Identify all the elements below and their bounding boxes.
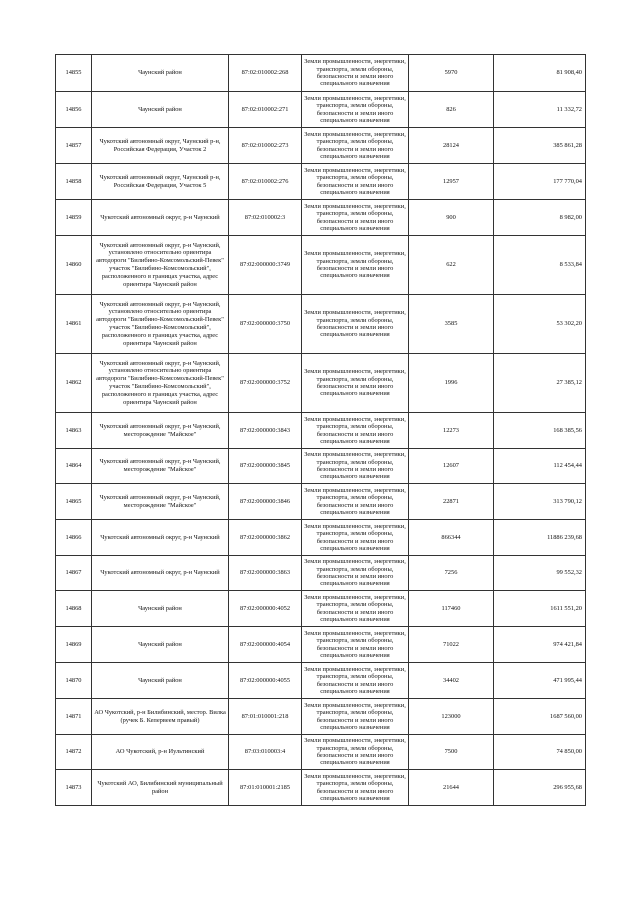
row-number: 14856 bbox=[56, 92, 92, 128]
location-cell: Чаунский район bbox=[92, 663, 229, 699]
cadastral-number-cell: 87:02:000000:3863 bbox=[229, 556, 302, 591]
land-category-cell: Земли промышленности, энергетики, транспорта, земли обороны, безопасности и земли иного специального назначения bbox=[302, 449, 409, 484]
row-number: 14869 bbox=[56, 627, 92, 663]
location-cell: Чукотский автономный округ, р-н Чаунский bbox=[92, 520, 229, 556]
area-cell: 7500 bbox=[409, 735, 494, 770]
area-cell: 71022 bbox=[409, 627, 494, 663]
area-cell: 12607 bbox=[409, 449, 494, 484]
row-number: 14873 bbox=[56, 770, 92, 806]
land-category-cell: Земли промышленности, энергетики, транспорта, земли обороны, безопасности и земли иного специального назначения bbox=[302, 92, 409, 128]
location-cell: Чукотский автономный округ, р-н Чаунский, установлено относительно ориентира автодороги "Билибино-Комсомольский-Певек" участок "Билибино-Комсомольский", расположенного в границах участка, адрес ориентира Чаунский район bbox=[92, 354, 229, 413]
location-cell: Чаунский район bbox=[92, 92, 229, 128]
table-row bbox=[56, 128, 586, 164]
row-number: 14858 bbox=[56, 164, 92, 200]
row-number: 14872 bbox=[56, 735, 92, 770]
area-cell: 34402 bbox=[409, 663, 494, 699]
land-category-cell: Земли промышленности, энергетики, транспорта, земли обороны, безопасности и земли иного специального назначения bbox=[302, 295, 409, 354]
cadastral-number-cell: 87:02:000000:4055 bbox=[229, 663, 302, 699]
land-category-cell: Земли промышленности, энергетики, транспорта, земли обороны, безопасности и земли иного специального назначения bbox=[302, 354, 409, 413]
land-category-cell: Земли промышленности, энергетики, транспорта, земли обороны, безопасности и земли иного специального назначения bbox=[302, 55, 409, 92]
cadastral-number-cell: 87:02:010002:276 bbox=[229, 164, 302, 200]
table-row bbox=[56, 200, 586, 236]
cadastral-value-cell: 1611 551,20 bbox=[494, 591, 586, 627]
cadastral-number-cell: 87:02:000000:4054 bbox=[229, 627, 302, 663]
area-cell: 3585 bbox=[409, 295, 494, 354]
area-cell: 866344 bbox=[409, 520, 494, 556]
cadastral-number-cell: 87:02:010002:273 bbox=[229, 128, 302, 164]
row-number: 14859 bbox=[56, 200, 92, 236]
row-number: 14868 bbox=[56, 591, 92, 627]
location-cell: Чукотский автономный округ, р-н Чаунский bbox=[92, 556, 229, 591]
table-row bbox=[56, 236, 586, 295]
row-number: 14857 bbox=[56, 128, 92, 164]
location-cell: Чаунский район bbox=[92, 591, 229, 627]
row-number: 14871 bbox=[56, 699, 92, 735]
cadastral-number-cell: 87:02:000000:3845 bbox=[229, 449, 302, 484]
cadastral-value-table bbox=[55, 54, 586, 806]
area-cell: 123000 bbox=[409, 699, 494, 735]
row-number: 14863 bbox=[56, 413, 92, 449]
cadastral-number-cell: 87:01:010001:218 bbox=[229, 699, 302, 735]
row-number: 14862 bbox=[56, 354, 92, 413]
land-category-cell: Земли промышленности, энергетики, транспорта, земли обороны, безопасности и земли иного специального назначения bbox=[302, 413, 409, 449]
cadastral-number-cell: 87:02:000000:3862 bbox=[229, 520, 302, 556]
area-cell: 1996 bbox=[409, 354, 494, 413]
location-cell: АО Чукотский, р-н Иультинский bbox=[92, 735, 229, 770]
row-number: 14855 bbox=[56, 55, 92, 92]
table-row bbox=[56, 449, 586, 484]
area-cell: 900 bbox=[409, 200, 494, 236]
cadastral-value-cell: 53 302,20 bbox=[494, 295, 586, 354]
table-body bbox=[56, 55, 586, 806]
area-cell: 117460 bbox=[409, 591, 494, 627]
location-cell: АО Чукотский, р-н Билибинский, местор. Вилка (ручек Б. Кепервеем правый) bbox=[92, 699, 229, 735]
cadastral-value-cell: 81 908,40 bbox=[494, 55, 586, 92]
cadastral-number-cell: 87:02:000000:4052 bbox=[229, 591, 302, 627]
cadastral-number-cell: 87:02:010002:3 bbox=[229, 200, 302, 236]
location-cell: Чукотский автономный округ, р-н Чаунский, месторождение "Майское" bbox=[92, 413, 229, 449]
table-row bbox=[56, 92, 586, 128]
cadastral-value-cell: 471 995,44 bbox=[494, 663, 586, 699]
row-number: 14861 bbox=[56, 295, 92, 354]
land-category-cell: Земли промышленности, энергетики, транспорта, земли обороны, безопасности и земли иного специального назначения bbox=[302, 236, 409, 295]
location-cell: Чукотский автономный округ, Чаунский р-н, Российская Федерация, Участок 2 bbox=[92, 128, 229, 164]
cadastral-number-cell: 87:02:010002:268 bbox=[229, 55, 302, 92]
table-row bbox=[56, 413, 586, 449]
location-cell: Чукотский автономный округ, р-н Чаунский bbox=[92, 200, 229, 236]
cadastral-value-cell: 1687 560,00 bbox=[494, 699, 586, 735]
cadastral-value-cell: 313 790,12 bbox=[494, 484, 586, 520]
area-cell: 22871 bbox=[409, 484, 494, 520]
cadastral-value-cell: 112 454,44 bbox=[494, 449, 586, 484]
location-cell: Чаунский район bbox=[92, 627, 229, 663]
land-category-cell: Земли промышленности, энергетики, транспорта, земли обороны, безопасности и земли иного специального назначения bbox=[302, 699, 409, 735]
area-cell: 12957 bbox=[409, 164, 494, 200]
location-cell: Чукотский автономный округ, р-н Чаунский, месторождение "Майское" bbox=[92, 449, 229, 484]
area-cell: 12273 bbox=[409, 413, 494, 449]
cadastral-value-cell: 99 552,32 bbox=[494, 556, 586, 591]
cadastral-value-cell: 168 385,56 bbox=[494, 413, 586, 449]
location-cell: Чукотский автономный округ, р-н Чаунский, установлено относительно ориентира автодороги "Билибино-Комсомольский-Певек" участок "Билибино-Комсомольский", расположенного в границах участка, адрес ориентира Чаунский район bbox=[92, 236, 229, 295]
cadastral-value-cell: 385 861,28 bbox=[494, 128, 586, 164]
row-number: 14860 bbox=[56, 236, 92, 295]
cadastral-value-cell: 74 850,00 bbox=[494, 735, 586, 770]
land-category-cell: Земли промышленности, энергетики, транспорта, земли обороны, безопасности и земли иного специального назначения bbox=[302, 770, 409, 806]
cadastral-value-cell: 11886 239,68 bbox=[494, 520, 586, 556]
area-cell: 28124 bbox=[409, 128, 494, 164]
row-number: 14870 bbox=[56, 663, 92, 699]
location-cell: Чукотский автономный округ, р-н Чаунский, месторождение "Майское" bbox=[92, 484, 229, 520]
land-category-cell: Земли промышленности, энергетики, транспорта, земли обороны, безопасности и земли иного специального назначения bbox=[302, 556, 409, 591]
table-row bbox=[56, 627, 586, 663]
location-cell: Чаунский район bbox=[92, 55, 229, 92]
land-category-cell: Земли промышленности, энергетики, транспорта, земли обороны, безопасности и земли иного специального назначения bbox=[302, 591, 409, 627]
area-cell: 826 bbox=[409, 92, 494, 128]
table-row bbox=[56, 735, 586, 770]
area-cell: 7256 bbox=[409, 556, 494, 591]
location-cell: Чукотский АО, Билибинский муниципальный район bbox=[92, 770, 229, 806]
cadastral-value-cell: 974 421,84 bbox=[494, 627, 586, 663]
land-category-cell: Земли промышленности, энергетики, транспорта, земли обороны, безопасности и земли иного специального назначения bbox=[302, 484, 409, 520]
cadastral-value-cell: 8 533,84 bbox=[494, 236, 586, 295]
land-category-cell: Земли промышленности, энергетики, транспорта, земли обороны, безопасности и земли иного специального назначения bbox=[302, 128, 409, 164]
cadastral-value-cell: 8 982,00 bbox=[494, 200, 586, 236]
table-row bbox=[56, 556, 586, 591]
cadastral-number-cell: 87:02:000000:3750 bbox=[229, 295, 302, 354]
land-category-cell: Земли промышленности, энергетики, транспорта, земли обороны, безопасности и земли иного специального назначения bbox=[302, 520, 409, 556]
land-category-cell: Земли промышленности, энергетики, транспорта, земли обороны, безопасности и земли иного специального назначения bbox=[302, 200, 409, 236]
cadastral-number-cell: 87:02:000000:3846 bbox=[229, 484, 302, 520]
land-category-cell: Земли промышленности, энергетики, транспорта, земли обороны, безопасности и земли иного специального назначения bbox=[302, 735, 409, 770]
land-category-cell: Земли промышленности, энергетики, транспорта, земли обороны, безопасности и земли иного специального назначения bbox=[302, 164, 409, 200]
table-row bbox=[56, 663, 586, 699]
location-cell: Чукотский автономный округ, р-н Чаунский, установлено относительно ориентира автодороги "Билибино-Комсомольский-Певек" участок "Билибино-Комсомольский", расположенного в границах участка, адрес ориентира Чаунский район bbox=[92, 295, 229, 354]
table-row bbox=[56, 55, 586, 92]
cadastral-number-cell: 87:02:000000:3843 bbox=[229, 413, 302, 449]
row-number: 14866 bbox=[56, 520, 92, 556]
cadastral-number-cell: 87:01:010001:2185 bbox=[229, 770, 302, 806]
row-number: 14864 bbox=[56, 449, 92, 484]
cadastral-number-cell: 87:02:000000:3752 bbox=[229, 354, 302, 413]
cadastral-value-cell: 11 332,72 bbox=[494, 92, 586, 128]
cadastral-value-cell: 27 385,12 bbox=[494, 354, 586, 413]
cadastral-value-cell: 177 770,04 bbox=[494, 164, 586, 200]
location-cell: Чукотский автономный округ, Чаунский р-н, Российская Федерация, Участок 5 bbox=[92, 164, 229, 200]
area-cell: 622 bbox=[409, 236, 494, 295]
table-row bbox=[56, 484, 586, 520]
cadastral-value-cell: 296 955,68 bbox=[494, 770, 586, 806]
area-cell: 5970 bbox=[409, 55, 494, 92]
table-row bbox=[56, 354, 586, 413]
cadastral-number-cell: 87:02:010002:271 bbox=[229, 92, 302, 128]
row-number: 14865 bbox=[56, 484, 92, 520]
cadastral-number-cell: 87:02:000000:3749 bbox=[229, 236, 302, 295]
table-row bbox=[56, 770, 586, 806]
table-row bbox=[56, 699, 586, 735]
area-cell: 21644 bbox=[409, 770, 494, 806]
land-category-cell: Земли промышленности, энергетики, транспорта, земли обороны, безопасности и земли иного специального назначения bbox=[302, 663, 409, 699]
table-row bbox=[56, 164, 586, 200]
table-row bbox=[56, 591, 586, 627]
table-row bbox=[56, 295, 586, 354]
cadastral-number-cell: 87:03:010003:4 bbox=[229, 735, 302, 770]
table-row bbox=[56, 520, 586, 556]
land-category-cell: Земли промышленности, энергетики, транспорта, земли обороны, безопасности и земли иного специального назначения bbox=[302, 627, 409, 663]
row-number: 14867 bbox=[56, 556, 92, 591]
